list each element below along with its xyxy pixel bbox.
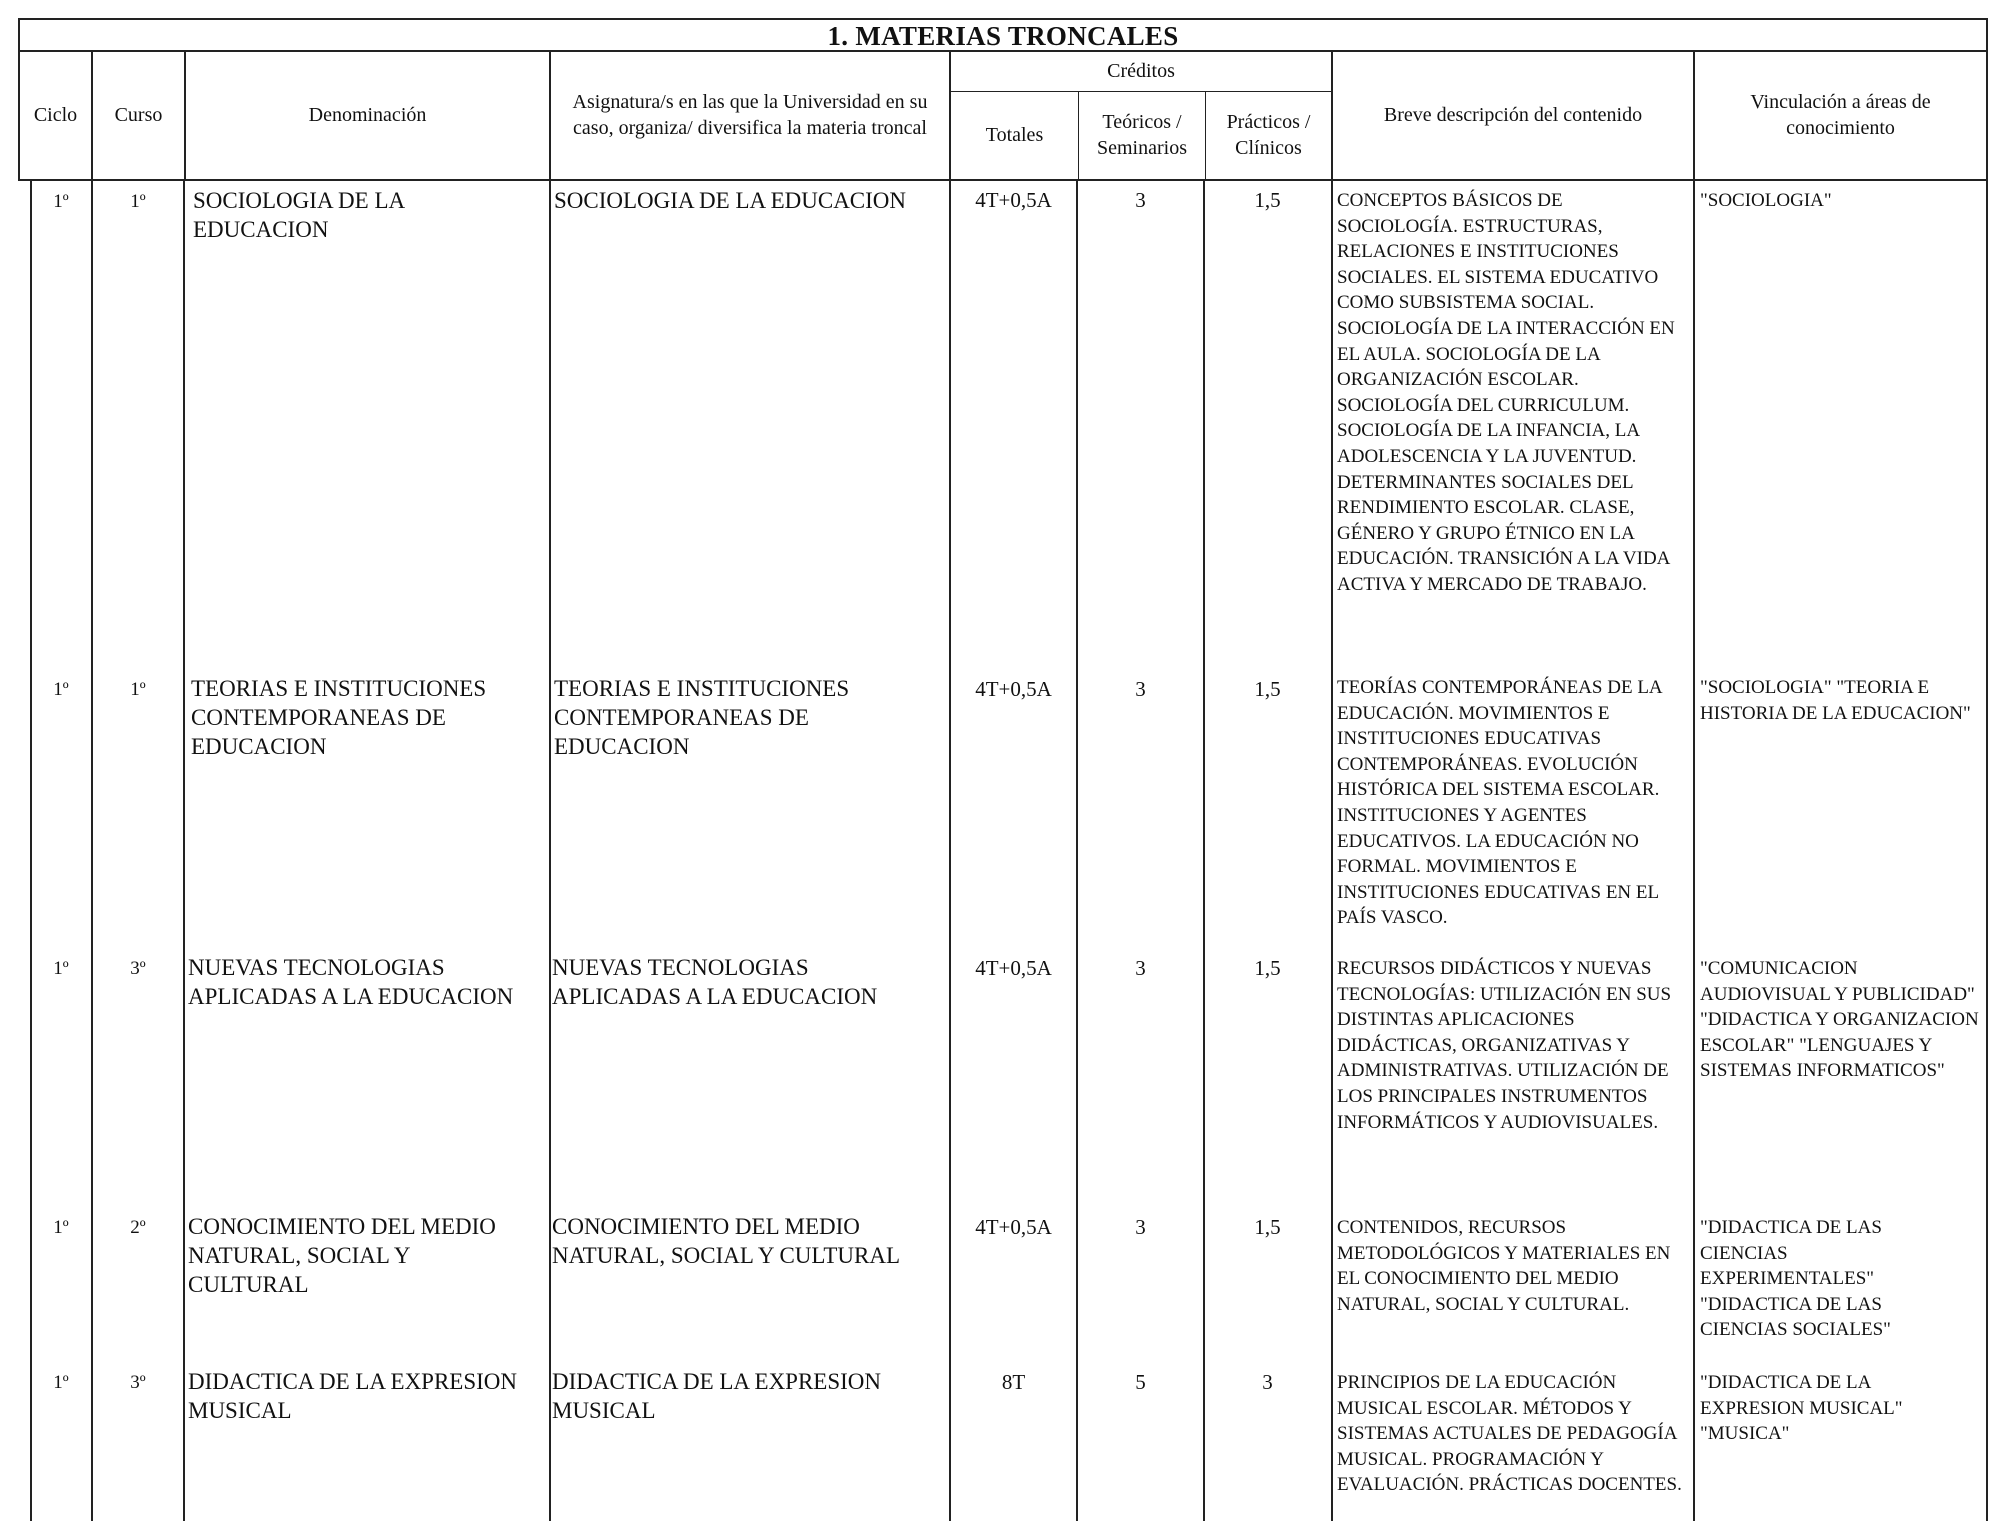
cell-practicos: 1,5 [1254, 1215, 1281, 1239]
cell-denominacion: CONOCIMIENTO DEL MEDIO NATURAL, SOCIAL Y CULTURAL [188, 1214, 496, 1297]
header-teoricos: Teóricos / Seminarios [1078, 91, 1205, 179]
column-line [1203, 181, 1205, 1521]
cell-teoricos: 3 [1135, 188, 1146, 212]
cell-vinculacion: "DIDACTICA DE LA EXPRESION MUSICAL" "MUSICA" [1700, 1372, 1903, 1445]
column-line [549, 181, 551, 1521]
cell-denominacion: TEORIAS E INSTITUCIONES CONTEMPORANEAS DE EDUCACION [191, 676, 487, 759]
column-line [1693, 181, 1695, 1521]
cell-ciclo: 1º [53, 191, 69, 212]
cell-asignatura: TEORIAS E INSTITUCIONES CONTEMPORANEAS DE EDUCACION [554, 676, 850, 759]
cell-curso: 1º [130, 191, 146, 212]
header-asignatura: Asignatura/s en las que la Universidad en su caso, organiza/ diversifica la materia troncal [549, 51, 949, 181]
cell-ciclo: 1º [53, 1372, 69, 1393]
cell-descripcion: PRINCIPIOS DE LA EDUCACIÓN MUSICAL ESCOLAR. MÉTODOS Y SISTEMAS ACTUALES DE PEDAGOGÍA MUSICAL. PROGRAMACIÓN Y EVALUACIÓN. PRÁCTICAS DOCENTES. [1337, 1372, 1682, 1496]
cell-ciclo: 1º [53, 1217, 69, 1238]
cell-curso: 3º [130, 1372, 146, 1393]
cell-descripcion: RECURSOS DIDÁCTICOS Y NUEVAS TECNOLOGÍAS: UTILIZACIÓN EN SUS DISTINTAS APLICACIONES DIDÁCTICAS, ORGANIZATIVAS Y ADMINISTRATIVAS. UTILIZACIÓN DE LOS PRINCIPALES INSTRUMENTOS INFORMÁTICOS Y AUDIOVISUALES. [1337, 958, 1672, 1133]
cell-curso: 2º [130, 1217, 146, 1238]
cell-vinculacion: "SOCIOLOGIA" "TEORIA E HISTORIA DE LA EDUCACION" [1700, 677, 1971, 724]
column-line [91, 181, 93, 1521]
header-totales: Totales [985, 124, 1044, 146]
cell-totales: 4T+0,5A [975, 677, 1052, 701]
column-line [1076, 181, 1078, 1521]
cell-curso: 1º [130, 679, 146, 700]
cell-vinculacion: "SOCIOLOGIA" [1700, 190, 1832, 211]
cell-teoricos: 3 [1135, 956, 1146, 980]
cell-ciclo: 1º [53, 679, 69, 700]
column-line [1986, 181, 1988, 1521]
cell-totales: 8T [1001, 1370, 1026, 1394]
column-line [183, 181, 185, 1521]
header-creditos-group [949, 51, 1331, 181]
cell-teoricos: 3 [1135, 677, 1146, 701]
column-line [30, 181, 32, 1521]
column-line [949, 181, 951, 1521]
cell-descripcion: TEORÍAS CONTEMPORÁNEAS DE LA EDUCACIÓN. MOVIMIENTOS E INSTITUCIONES EDUCATIVAS CONTEMPORÁNEAS. EVOLUCIÓN HISTÓRICA DEL SISTEMA ESCOLAR. INSTITUCIONES Y AGENTES EDUCATIVOS. LA EDUCACIÓN NO FORMAL. MOVIMIENTOS E INSTITUCIONES EDUCATIVAS EN EL PAÍS VASCO. [1337, 677, 1662, 929]
page-title: 1. MATERIAS TRONCALES [827, 21, 1179, 51]
cell-asignatura: DIDACTICA DE LA EXPRESION MUSICAL [552, 1369, 882, 1423]
cell-practicos: 1,5 [1254, 956, 1281, 980]
header-curso: Curso [91, 51, 184, 181]
cell-denominacion: DIDACTICA DE LA EXPRESION MUSICAL [188, 1369, 518, 1423]
cell-totales: 4T+0,5A [975, 1215, 1052, 1239]
cell-vinculacion: "DIDACTICA DE LAS CIENCIAS EXPERIMENTALES" "DIDACTICA DE LAS CIENCIAS SOCIALES" [1700, 1217, 1891, 1341]
cell-teoricos: 5 [1135, 1370, 1146, 1394]
cell-vinculacion: "COMUNICACION AUDIOVISUAL Y PUBLICIDAD" "DIDACTICA Y ORGANIZACION ESCOLAR" "LENGUAJES Y SISTEMAS INFORMATICOS" [1700, 958, 1979, 1082]
cell-denominacion: NUEVAS TECNOLOGIAS APLICADAS A LA EDUCACION [188, 955, 514, 1009]
header-ciclo: Ciclo [18, 51, 91, 181]
cell-asignatura: NUEVAS TECNOLOGIAS APLICADAS A LA EDUCACION [552, 955, 878, 1009]
cell-totales: 4T+0,5A [975, 956, 1052, 980]
header-creditos: Créditos [951, 51, 1331, 92]
cell-practicos: 3 [1262, 1370, 1273, 1394]
cell-ciclo: 1º [53, 958, 69, 979]
header-descripcion: Breve descripción del contenido [1331, 51, 1693, 181]
cell-practicos: 1,5 [1254, 188, 1281, 212]
title-box [18, 18, 1988, 52]
header-denominacion: Denominación [184, 51, 549, 181]
cell-descripcion: CONCEPTOS BÁSICOS DE SOCIOLOGÍA. ESTRUCTURAS, RELACIONES E INSTITUCIONES SOCIALES. EL SISTEMA EDUCATIVO COMO SUBSISTEMA SOCIAL. SOCIOLOGÍA DE LA INTERACCIÓN EN EL AULA. SOCIOLOGÍA DE LA ORGANIZACIÓN ESCOLAR. SOCIOLOGÍA DEL CURRICULUM. SOCIOLOGÍA DE LA INFANCIA, LA ADOLESCENCIA Y LA JUVENTUD. DETERMINANTES SOCIALES DEL RENDIMIENTO ESCOLAR. CLASE, GÉNERO Y GRUPO ÉTNICO EN LA EDUCACIÓN. TRANSICIÓN A LA VIDA ACTIVA Y MERCADO DE TRABAJO. [1337, 190, 1675, 595]
cell-asignatura: CONOCIMIENTO DEL MEDIO NATURAL, SOCIAL Y CULTURAL [552, 1214, 900, 1268]
column-line [1331, 181, 1333, 1521]
cell-teoricos: 3 [1135, 1215, 1146, 1239]
cell-totales: 4T+0,5A [975, 188, 1052, 212]
cell-denominacion: SOCIOLOGIA DE LA EDUCACION [193, 188, 404, 242]
cell-asignatura: SOCIOLOGIA DE LA EDUCACION [554, 188, 907, 213]
cell-curso: 3º [130, 958, 146, 979]
header-practicos: Prácticos / Clínicos [1205, 91, 1331, 179]
cell-descripcion: CONTENIDOS, RECURSOS METODOLÓGICOS Y MATERIALES EN EL CONOCIMIENTO DEL MEDIO NATURAL, SOCIAL Y CULTURAL. [1337, 1217, 1671, 1315]
header-vinculacion: Vinculación a áreas de conocimiento [1693, 51, 1988, 181]
cell-practicos: 1,5 [1254, 677, 1281, 701]
